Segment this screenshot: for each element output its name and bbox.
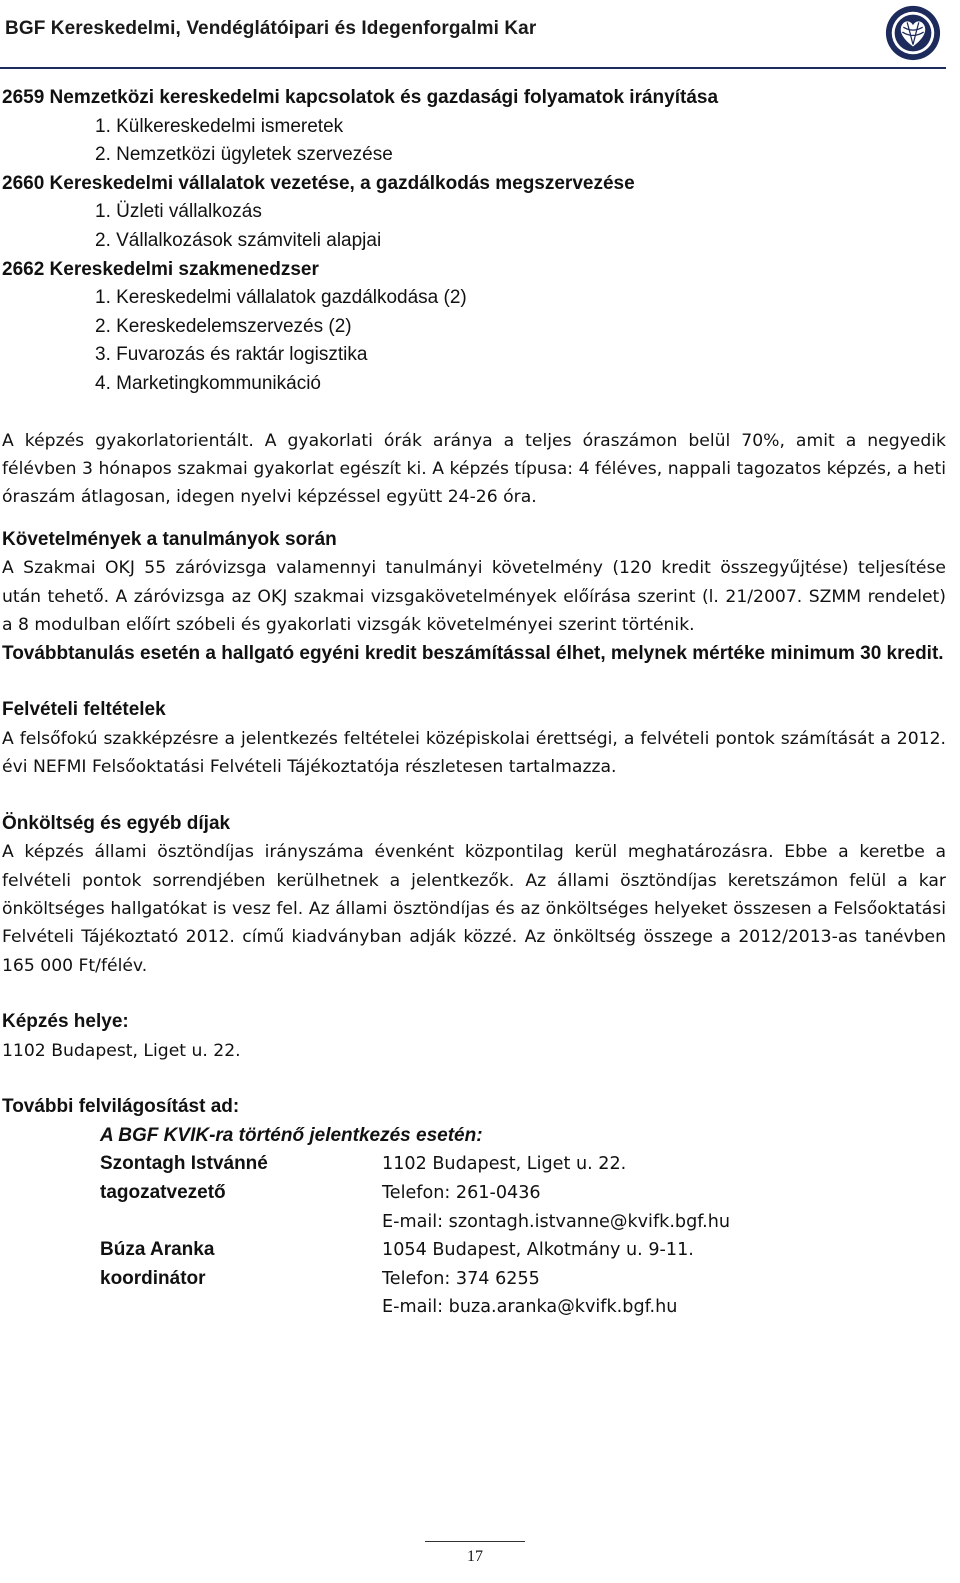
spacer bbox=[2, 782, 946, 810]
requirements-text: A Szakmai OKJ 55 záróvizsga valamennyi tanulmányi követelmény (120 kredit összegyűjtése) teljesítése után tehető. A záróvizsga az OKJ szakmai vizsgakövetelmények előírása szerint (l. 21/2007. SZMM rendelet) a 8 modulban előírt szóbeli és gyakorlati vizsgák követelményei szerint történik. bbox=[2, 558, 946, 636]
contact-label bbox=[100, 1293, 382, 1322]
contact-row bbox=[100, 1208, 730, 1237]
contact-value: Telefon: 374 6255 bbox=[382, 1268, 540, 1289]
contact-row bbox=[100, 1179, 730, 1208]
contact-table bbox=[100, 1150, 730, 1322]
module-subitem: 1. Kereskedelmi vállalatok gazdálkodása (2) bbox=[95, 287, 467, 309]
location-heading: Képzés helye: bbox=[2, 1011, 129, 1033]
fees-heading: Önköltség és egyéb díjak bbox=[2, 812, 231, 834]
contact-heading: További felvilágosítást ad: bbox=[2, 1096, 240, 1118]
contact-row bbox=[100, 1293, 730, 1322]
module-title: 2659 Nemzetközi kereskedelmi kapcsolatok és gazdasági folyamatok irányítása bbox=[2, 87, 719, 108]
header-title: BGF Kereskedelmi, Vendéglátóipari és Idegenforgalmi Kar bbox=[5, 18, 537, 39]
location-address: 1102 Budapest, Liget u. 22. bbox=[2, 1040, 241, 1061]
further-study-text: Továbbtanulás esetén a hallgató egyéni kredit beszámítással élhet, melynek mértéke minimum 30 kredit. bbox=[2, 642, 944, 664]
module-title: 2660 Kereskedelmi vállalatok vezetése, a gazdálkodás megszervezése bbox=[2, 172, 635, 194]
contact-value: 1054 Budapest, Alkotmány u. 9-11. bbox=[382, 1240, 694, 1261]
contact-value: 1102 Budapest, Liget u. 22. bbox=[382, 1154, 627, 1175]
spacer bbox=[2, 668, 946, 696]
contact-label: Szontagh Istvánné bbox=[100, 1153, 268, 1175]
module-subitem: 1. Üzleti vállalkozás bbox=[95, 201, 262, 223]
module-subitem: 2. Kereskedelemszervezés (2) bbox=[95, 315, 352, 337]
contact-label bbox=[100, 1208, 382, 1237]
module-subitem: 4. Marketingkommunikáció bbox=[95, 372, 321, 394]
page-content bbox=[2, 84, 946, 1322]
contact-email: E-mail: buza.aranka@kvifk.bgf.hu bbox=[382, 1297, 678, 1318]
contact-label: Búza Aranka bbox=[100, 1239, 215, 1261]
training-paragraph: A képzés gyakorlatorientált. A gyakorlati órák aránya a teljes óraszámon belül 70%, amit a negyedik félévben 3 hónapos szakmai gyakorlat egészít ki. A képzés típusa: 4 féléves, nappali tagozatos képzés, a heti óraszám átlagosan, idegen nyelvi képzéssel együtt 24-26 óra. bbox=[2, 430, 946, 508]
globe-heart-icon bbox=[884, 4, 942, 62]
contact-row bbox=[100, 1265, 730, 1294]
header-rule bbox=[0, 67, 946, 69]
module-subitem: 1. Külkereskedelmi ismeretek bbox=[95, 115, 344, 137]
admission-heading: Felvételi feltételek bbox=[2, 699, 166, 721]
requirements-heading: Követelmények a tanulmányok során bbox=[2, 528, 337, 550]
footer-rule bbox=[425, 1541, 525, 1542]
contact-row bbox=[100, 1236, 730, 1265]
contact-label: tagozatvezető bbox=[100, 1181, 226, 1203]
spacer bbox=[2, 1065, 946, 1093]
module-subitem: 2. Vállalkozások számviteli alapjai bbox=[95, 229, 382, 251]
fees-text: A képzés állami ösztöndíjas irányszáma évenként központilag kerül meghatározásra. Ebbe a keretbe a felvételi pontok sorrendjében kerülhetnek a jelentkezők. Az állami ösztöndíjas keretszámon felül a kar önköltséges hallgatókat is vesz fel. Az állami ösztöndíjas és az önköltséges helyeket összesen a Felsőoktatási Felvételi Tájékoztató 2012. című kiadványban adják közzé. Az önköltség összege a 2012/2013-as tanévben 165 000 Ft/félév. bbox=[2, 842, 946, 976]
spacer bbox=[2, 980, 946, 1008]
contact-value: Telefon: 261-0436 bbox=[382, 1182, 541, 1203]
contact-label: koordinátor bbox=[100, 1267, 206, 1289]
contact-row bbox=[100, 1150, 730, 1179]
contact-email: E-mail: szontagh.istvanne@kvifk.bgf.hu bbox=[382, 1211, 731, 1232]
module-title: 2662 Kereskedelmi szakmenedzser bbox=[2, 258, 319, 280]
module-subitem: 2. Nemzetközi ügyletek szervezése bbox=[95, 144, 393, 166]
spacer bbox=[2, 399, 946, 427]
page-header bbox=[0, 0, 960, 68]
module-list bbox=[2, 84, 946, 399]
contact-intro: A BGF KVIK-ra történő jelentkezés esetén: bbox=[100, 1124, 483, 1146]
spacer bbox=[2, 512, 946, 526]
page-footer bbox=[425, 1541, 525, 1566]
module-subitem: 3. Fuvarozás és raktár logisztika bbox=[95, 344, 368, 366]
page-number: 17 bbox=[467, 1548, 483, 1565]
admission-text: A felsőfokú szakképzésre a jelentkezés feltételei középiskolai érettségi, a felvételi pontok számítását a 2012. évi NEFMI Felsőoktatási Felvételi Tájékoztatója részletesen tartalmazza. bbox=[2, 728, 946, 778]
